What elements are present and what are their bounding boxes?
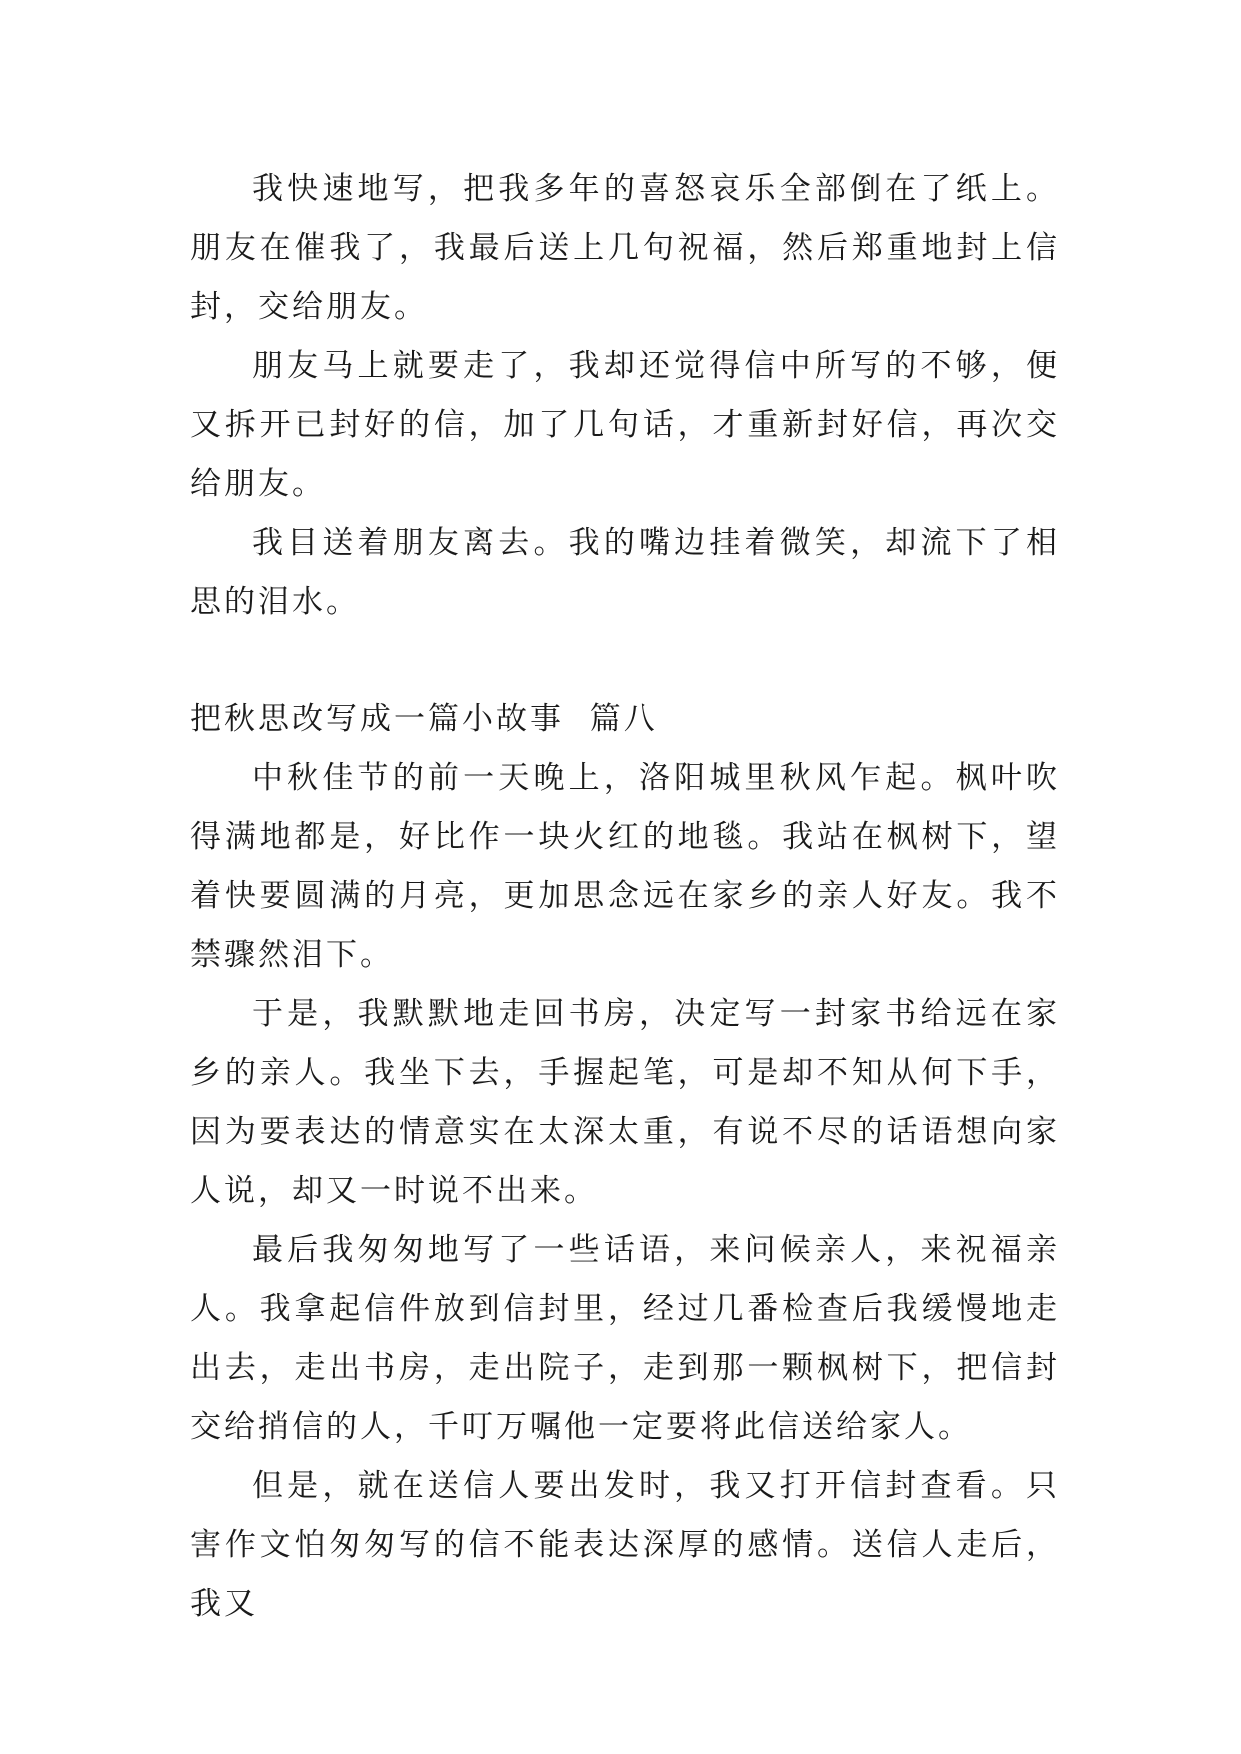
paragraph: 最后我匆匆地写了一些话语，来问候亲人，来祝福亲人。我拿起信件放到信封里，经过几番检查后我缓慢地走出去，走出书房，走出院子，走到那一颗枫树下，把信封交给捎信的人，千叮万嘱他一定要将此信送给家人。 bbox=[190, 1232, 1060, 1445]
paragraph: 中秋佳节的前一天晚上，洛阳城里秋风乍起。枫叶吹得满地都是，好比作一块火红的地毯。我站在枫树下，望着快要圆满的月亮，更加思念远在家乡的亲人好友。我不禁骤然泪下。 bbox=[190, 760, 1060, 973]
paragraph: 于是，我默默地走回书房，决定写一封家书给远在家乡的亲人。我坐下去，手握起笔，可是却不知从何下手，因为要表达的情意实在太深太重，有说不尽的话语想向家人说，却又一时说不出来。 bbox=[190, 996, 1060, 1209]
paragraph: 我快速地写，把我多年的喜怒哀乐全部倒在了纸上。朋友在催我了，我最后送上几句祝福，然后郑重地封上信封，交给朋友。 bbox=[190, 171, 1060, 325]
paragraph: 朋友马上就要走了，我却还觉得信中所写的不够，便又拆开已封好的信，加了几句话，才重新封好信，再次交给朋友。 bbox=[190, 348, 1060, 502]
paragraph: 我目送着朋友离去。我的嘴边挂着微笑，却流下了相思的泪水。 bbox=[190, 525, 1060, 620]
document-body bbox=[190, 160, 1060, 1634]
section-heading: 把秋思改写成一篇小故事 篇八 bbox=[190, 701, 658, 737]
section-spacer bbox=[190, 632, 1060, 690]
paragraph: 但是，就在送信人要出发时，我又打开信封查看。只害作文怕匆匆写的信不能表达深厚的感情。送信人走后，我又 bbox=[190, 1468, 1060, 1622]
